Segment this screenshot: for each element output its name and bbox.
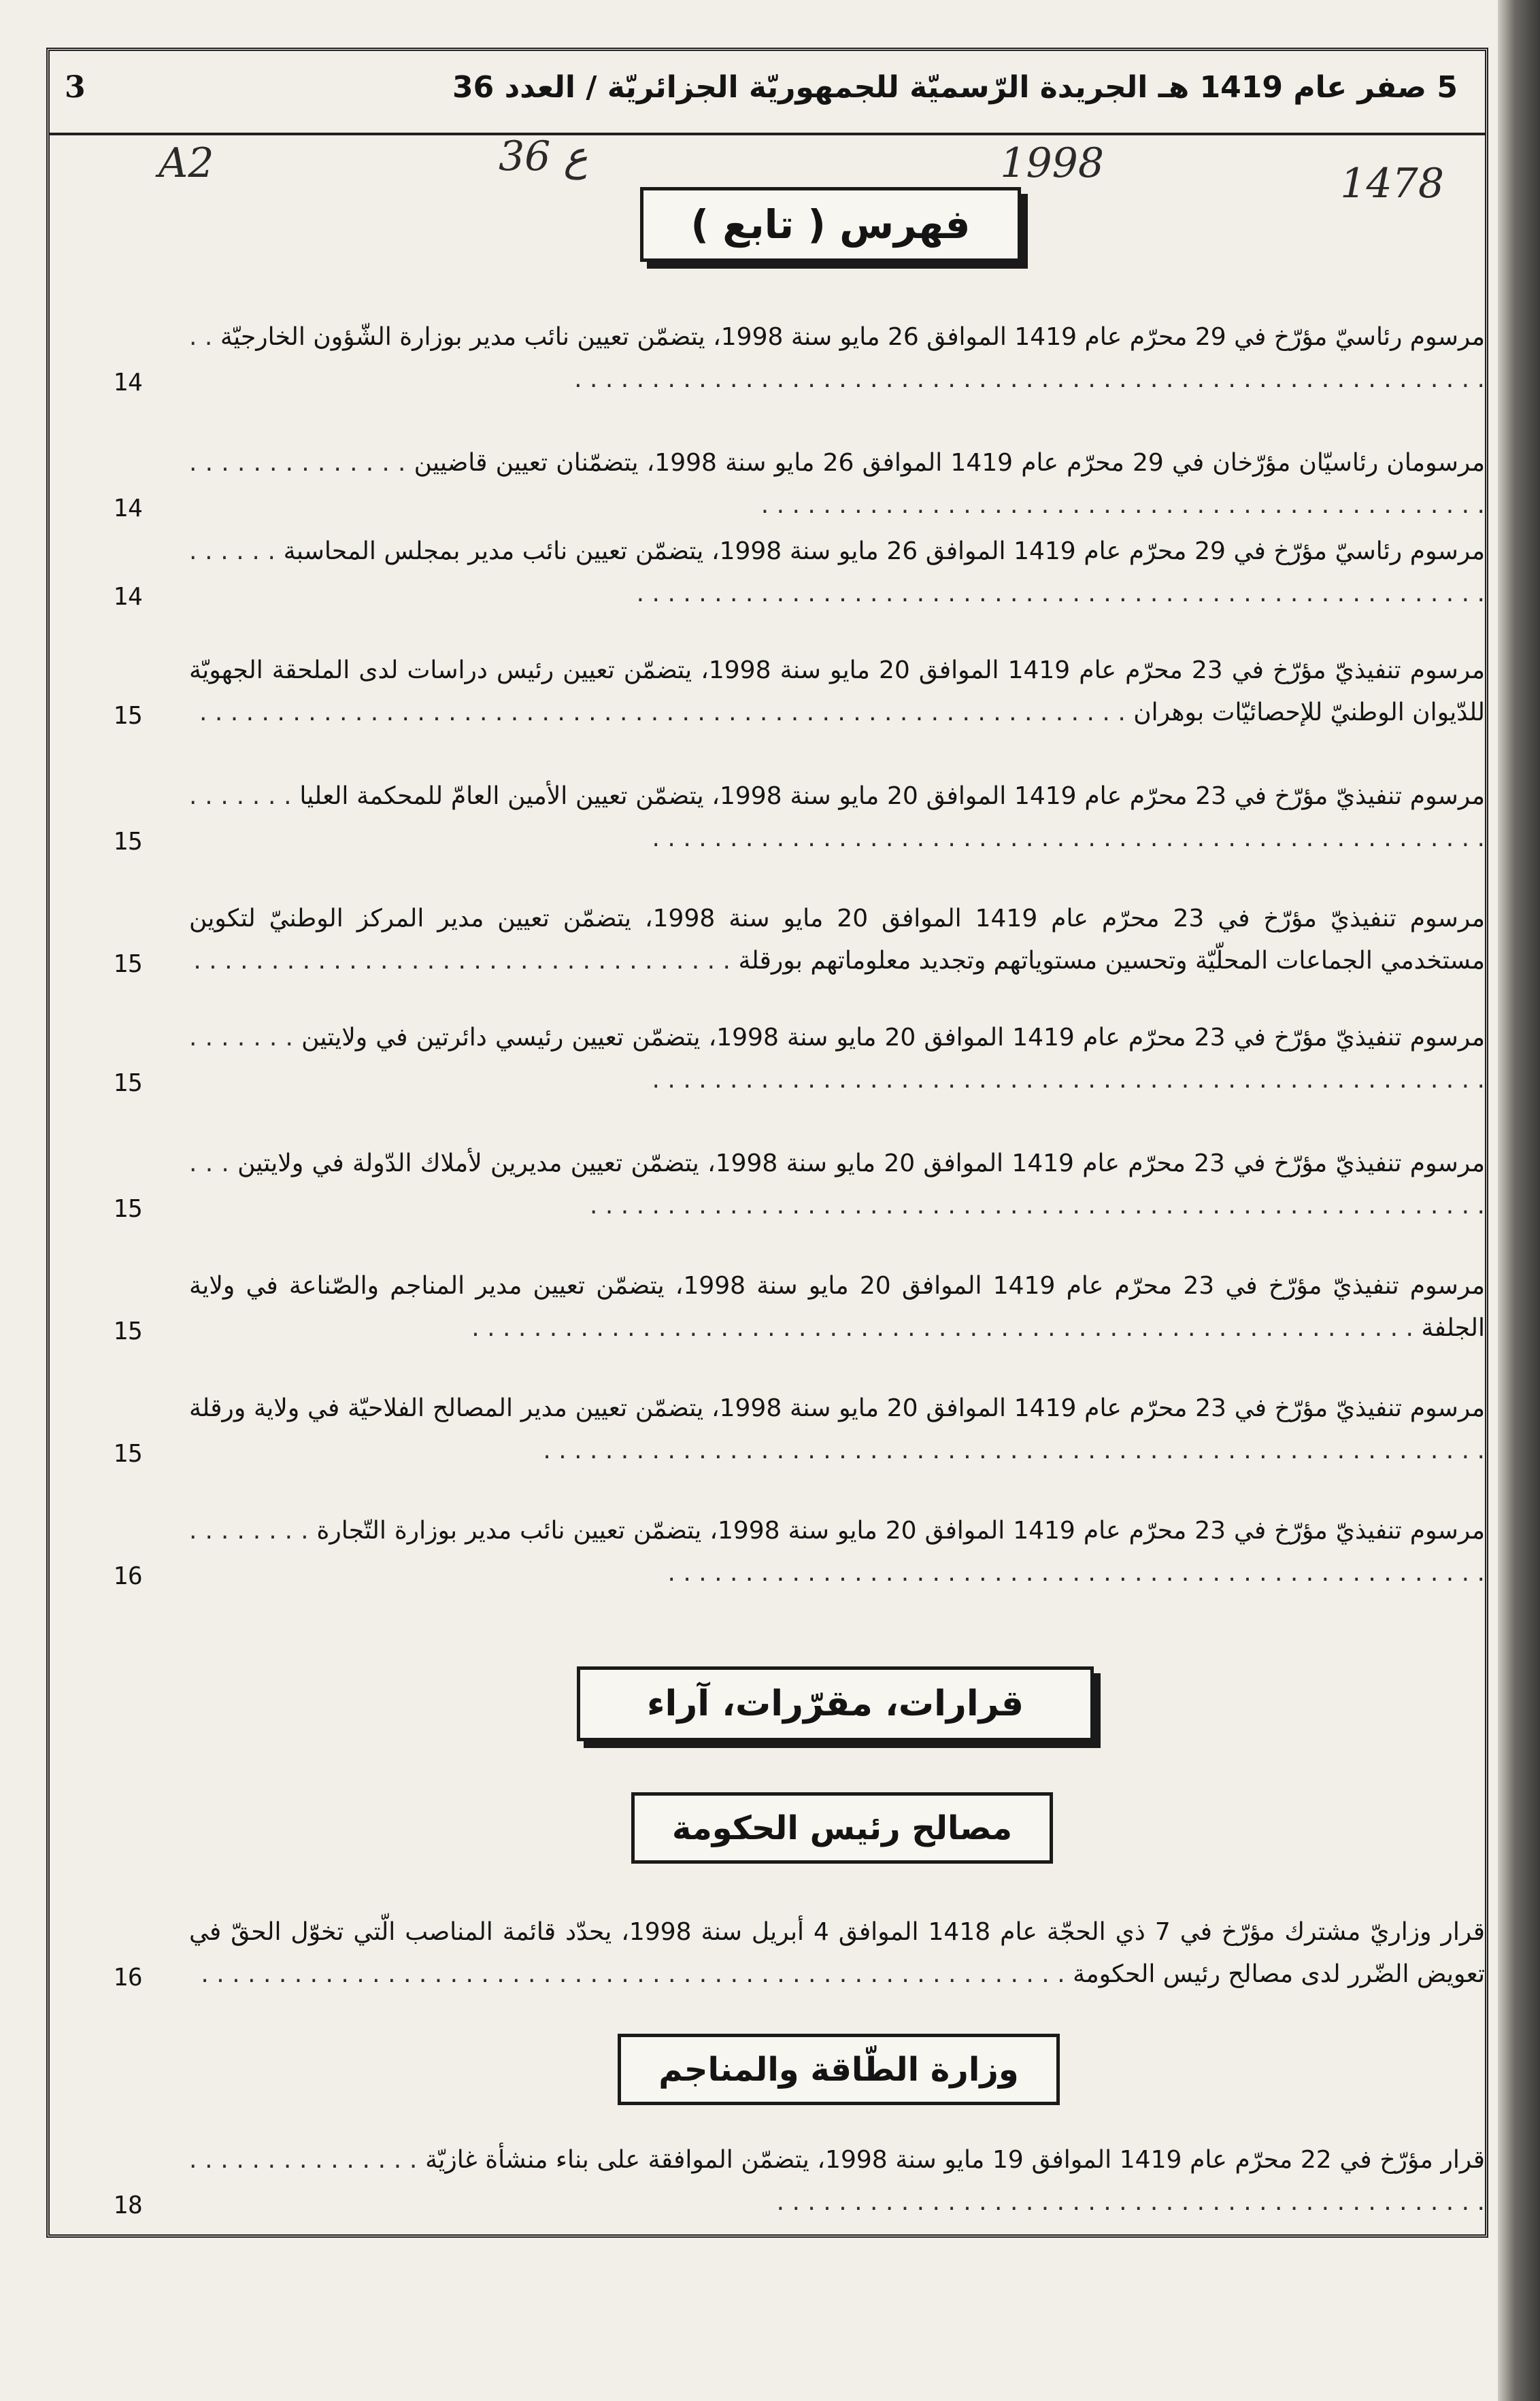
handwritten-note-b: 36 ع xyxy=(499,133,588,180)
leader-dots: . . . . . . . . . . . . . . . . . . . . . . . . . . . . . . . . . . . . . . . . . . . . . . . . . . . . . . . . . . . . . xyxy=(189,449,1485,519)
index-entry xyxy=(90,1017,1485,1101)
handwritten-note-d: 1478 xyxy=(1340,160,1444,207)
entry-title: قرار مؤرّخ في 22 محرّم عام 1419 الموافق 19 مايو سنة 1998، يتضمّن الموافقة على بناء منشأة غازيّة xyxy=(425,2146,1485,2174)
entry-title: مرسوم رئاسيّ مؤرّخ في 29 محرّم عام 1419 الموافق 26 مايو سنة 1998، يتضمّن تعيين نائب مدير بوزارة الشّؤون الخارجيّة xyxy=(220,323,1486,351)
entry-title: مرسوم تنفيذيّ مؤرّخ في 23 محرّم عام 1419 الموافق 20 مايو سنة 1998، يتضمّن تعيين الأمين العامّ للمحكمة العليا xyxy=(299,782,1485,810)
title-decisions: قرارات، مقرّرات، آراء xyxy=(577,1666,1094,1741)
index-entry xyxy=(90,650,1485,734)
index-entry xyxy=(90,775,1485,860)
entry-text xyxy=(189,1388,1485,1472)
running-head-text: 5 صفر عام 1419 هـ الجريدة الرّسميّة للجمهوريّة الجزائريّة / العدد 36 xyxy=(452,70,1458,105)
index-entry xyxy=(90,1911,1485,1996)
entry-page-number: 15 xyxy=(113,1317,143,1345)
scan-edge xyxy=(1498,0,1540,2401)
entry-text xyxy=(189,1017,1485,1101)
leader-dots: . . . . . . . . . . . . . . . . . . . . . . . . . . . . . . . . . . . . . . . . . . . . . . . . . . . . . . . . . . . . . xyxy=(189,537,1485,607)
running-head xyxy=(50,51,1485,135)
entry-text xyxy=(189,531,1485,615)
leader-dots: . . . . . . . . . . . . . . . . . . . . . . . . . . . . . . . . . . . . . . . . . . . . . . . . . . . . . . . . . . . . . xyxy=(189,1149,1485,1220)
entry-title: مرسوم تنفيذيّ مؤرّخ في 23 محرّم عام 1419 الموافق 20 مايو سنة 1998، يتضمّن تعيين نائب مدير بوزارة التّجارة xyxy=(316,1517,1485,1545)
entry-page-number: 16 xyxy=(113,1562,143,1590)
index-entry xyxy=(90,1510,1485,1594)
entry-title: قرار وزاريّ مشترك مؤرّخ في 7 ذي الحجّة عام 1418 الموافق 4 أبريل سنة 1998، يحدّد قائمة المناصب الّتي تخوّل الحقّ في تعويض الضّرر لدى مصالح رئيس الحكومة xyxy=(189,1918,1486,1988)
entry-title: مرسوم تنفيذيّ مؤرّخ في 23 محرّم عام 1419 الموافق 20 مايو سنة 1998، يتضمّن تعيين رئيس دراسات لدى الملحقة الجهويّة للدّيوان الوطنيّ للإحصائيّات بوهران xyxy=(189,656,1485,726)
entry-page-number: 14 xyxy=(113,583,143,611)
index-entry xyxy=(90,531,1485,615)
entry-title: مرسوم تنفيذيّ مؤرّخ في 23 محرّم عام 1419 الموافق 20 مايو سنة 1998، يتضمّن تعيين مدير المصالح الفلاحيّة في ولاية ورقلة xyxy=(189,1394,1485,1422)
title-index-continued: فهرس ( تابع ) xyxy=(640,187,1021,262)
leader-dots: . . . . . . . . . . . . . . . . . . . . . . . . . . . . . . . . . . . . . . . . . . . . . . . . . . . . . . . . . . . . . xyxy=(189,1517,1485,1587)
page-frame xyxy=(46,48,1488,2238)
entry-title: مرسوم تنفيذيّ مؤرّخ في 23 محرّم عام 1419 الموافق 20 مايو سنة 1998، يتضمّن تعيين مدير المناجم والصّناعة في ولاية الجلفة xyxy=(189,1272,1485,1342)
index-entry xyxy=(90,316,1485,401)
entry-page-number: 15 xyxy=(113,702,143,730)
leader-dots: . . . . . . . . . . . . . . . . . . . . . . . . . . . . . . . . . . . . . . . . . . . . . . . . . . . . . . . . . . . . . xyxy=(471,1314,1422,1342)
index-entry xyxy=(90,1265,1485,1349)
entry-text xyxy=(189,442,1485,526)
entry-text xyxy=(189,898,1485,982)
entry-text xyxy=(189,1265,1485,1349)
entry-text xyxy=(189,2139,1485,2223)
entry-title: مرسوم تنفيذيّ مؤرّخ في 23 محرّم عام 1419 الموافق 20 مايو سنة 1998، يتضمّن تعيين مديرين لأملاك الدّولة في ولايتين xyxy=(237,1149,1485,1177)
entry-text xyxy=(189,650,1485,734)
entry-page-number: 15 xyxy=(113,1440,143,1468)
entry-page-number: 14 xyxy=(113,369,143,397)
leader-dots: . . . . . . . . . . . . . . . . . . . . . . . . . . . . . . . . . . . xyxy=(193,947,739,975)
entry-text xyxy=(189,316,1485,401)
entry-title: مرسوم تنفيذيّ مؤرّخ في 23 محرّم عام 1419 الموافق 20 مايو سنة 1998، يتضمّن تعيين مدير المركز الوطنيّ لتكوين مستخدمي الجماعات المحلّيّة وتحسين مستوياتهم وتجديد معلوماتهم بورقلة xyxy=(189,905,1485,975)
entry-page-number: 15 xyxy=(113,1195,143,1223)
entry-page-number: 15 xyxy=(113,828,143,856)
page-number: 3 xyxy=(65,70,86,105)
leader-dots: . . . . . . . . . . . . . . . . . . . . . . . . . . . . . . . . . . . . . . . . . . . . . . . . . . . . . . . . . . . . . xyxy=(189,2146,1485,2216)
leader-dots: . . . . . . . . . . . . . . . . . . . . . . . . . . . . . . . . . . . . . . . . . . . . . . . . . . . . . . . . . . . . . xyxy=(189,1024,1485,1094)
entry-title: مرسوم رئاسيّ مؤرّخ في 29 محرّم عام 1419 الموافق 26 مايو سنة 1998، يتضمّن تعيين نائب مدير بمجلس المحاسبة xyxy=(283,537,1485,565)
leader-dots: . . . . . . . . . . . . . . . . . . . . . . . . . . . . . . . . . . . . . . . . . . . . . . . . . . . . . . . . xyxy=(201,1960,1073,1988)
handwritten-note-a: A2 xyxy=(158,139,214,187)
title-energy-ministry: وزارة الطّاقة والمناجم xyxy=(618,2034,1060,2105)
leader-dots: . . . . . . . . . . . . . . . . . . . . . . . . . . . . . . . . . . . . . . . . . . . . . . . . . . . . . . . . . . . . xyxy=(199,699,1134,726)
leader-dots: . . . . . . . . . . . . . . . . . . . . . . . . . . . . . . . . . . . . . . . . . . . . . . . . . . . . . . . . . . . . . xyxy=(543,1437,1485,1464)
entry-title: مرسوم تنفيذيّ مؤرّخ في 23 محرّم عام 1419 الموافق 20 مايو سنة 1998، يتضمّن تعيين رئيسي دائرتين في ولايتين xyxy=(301,1024,1485,1052)
index-entry xyxy=(90,2139,1485,2223)
entry-page-number: 16 xyxy=(113,1964,143,1992)
entry-title: مرسومان رئاسيّان مؤرّخان في 29 محرّم عام 1419 الموافق 26 مايو سنة 1998، يتضمّنان تعيين قاضيين xyxy=(414,449,1486,477)
entry-text xyxy=(189,775,1485,860)
handwritten-note-c: 1998 xyxy=(1000,139,1104,187)
index-entry xyxy=(90,1388,1485,1472)
entry-text xyxy=(189,1143,1485,1227)
entry-page-number: 14 xyxy=(113,494,143,522)
entry-page-number: 15 xyxy=(113,950,143,978)
leader-dots: . . . . . . . . . . . . . . . . . . . . . . . . . . . . . . . . . . . . . . . . . . . . . . . . . . . . . . . . . . . . . xyxy=(189,323,1485,393)
entry-page-number: 18 xyxy=(113,2192,143,2219)
index-entry xyxy=(90,1143,1485,1227)
entry-page-number: 15 xyxy=(113,1069,143,1097)
entry-text xyxy=(189,1510,1485,1594)
index-entry xyxy=(90,898,1485,982)
entry-text xyxy=(189,1911,1485,1996)
index-entry xyxy=(90,442,1485,526)
leader-dots: . . . . . . . . . . . . . . . . . . . . . . . . . . . . . . . . . . . . . . . . . . . . . . . . . . . . . . . . . . . . . xyxy=(189,782,1485,852)
title-pm-services: مصالح رئيس الحكومة xyxy=(631,1792,1053,1864)
